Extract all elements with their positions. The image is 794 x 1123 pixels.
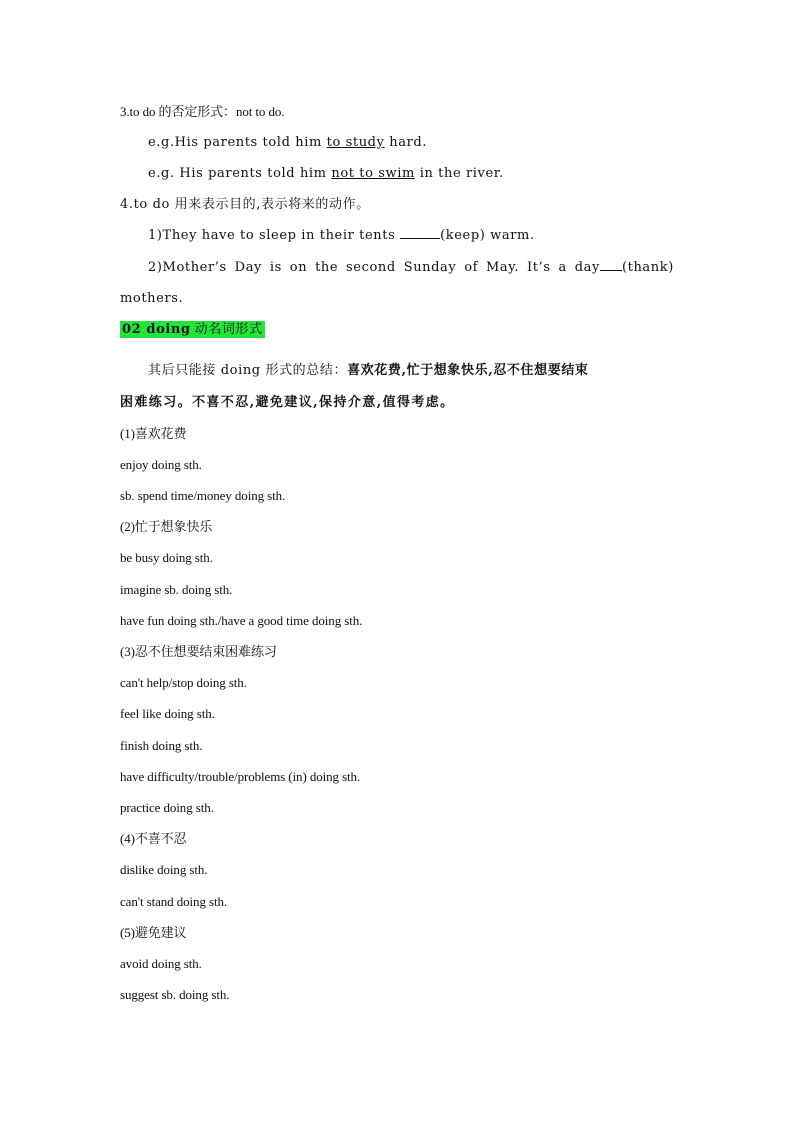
list-item: can't help/stop doing sth.: [120, 675, 247, 690]
category-heading: (2)忙于想象快乐: [120, 519, 213, 534]
list-item: suggest sb. doing sth.: [120, 987, 230, 1002]
section-4-heading: 4.to do 用来表示目的,表示将来的动作。: [120, 197, 370, 212]
example-1-underlined: to study: [326, 135, 385, 150]
exercise-2-blank[interactable]: [600, 258, 622, 271]
section-02-title: 动名词形式: [194, 322, 263, 337]
summary-prefix: 其后只能接 doing 形式的总结：: [148, 363, 348, 378]
list-item: enjoy doing sth.: [120, 457, 202, 472]
list-item: have difficulty/trouble/problems (in) doing sth.: [120, 769, 361, 784]
example-sentence-1: [148, 133, 674, 153]
example-1-suffix: hard.: [384, 135, 428, 150]
exercise-2-word: the: [315, 260, 339, 275]
exercise-1: [148, 226, 674, 246]
exercise-2-word: a: [558, 260, 567, 275]
exercise-2-word: is: [269, 260, 282, 275]
exercise-2-word: Sunday: [403, 260, 457, 275]
exercise-2-word: on: [289, 260, 308, 275]
example-sentence-2: [148, 164, 674, 184]
example-2-prefix: e.g. His parents told him: [148, 166, 332, 181]
category-heading: (3)忍不住想要结束困难练习: [120, 644, 277, 659]
list-item: feel like doing sth.: [120, 706, 215, 721]
summary-mnemonic-2: 困难练习。不喜不忍,避免建议,保持介意,值得考虑。: [120, 395, 455, 410]
summary-line-1: [148, 361, 674, 381]
exercise-1-suffix: (keep) warm.: [440, 228, 535, 243]
exercise-2-word: day: [574, 260, 600, 275]
summary-mnemonic-1: 喜欢花费,忙于想象快乐,忍不住想要结束: [347, 363, 589, 378]
list-item: can't stand doing sth.: [120, 894, 228, 909]
section-02-heading: [120, 320, 674, 340]
list-item: sb. spend time/money doing sth.: [120, 488, 286, 503]
exercise-2-suffix: (thank): [621, 260, 674, 275]
list-item: avoid doing sth.: [120, 956, 202, 971]
list-item: be busy doing sth.: [120, 550, 213, 565]
category-heading: (1)喜欢花费: [120, 426, 187, 441]
list-item: practice doing sth.: [120, 800, 214, 815]
exercise-2-tail: [575, 258, 674, 278]
exercise-2-word: second: [346, 260, 396, 275]
list-item: have fun doing sth./have a good time doing sth.: [120, 613, 363, 628]
exercise-2-word: It’s: [527, 260, 551, 275]
category-heading: (4)不喜不忍: [120, 831, 187, 846]
list-item: dislike doing sth.: [120, 862, 208, 877]
exercise-1-blank[interactable]: [400, 226, 440, 239]
example-2-suffix: in the river.: [414, 166, 504, 181]
exercise-2: [148, 258, 674, 278]
section-3-heading: 3.to do 的否定形式：not to do.: [120, 104, 285, 119]
list-item: finish doing sth.: [120, 738, 203, 753]
exercise-2-word: Day: [234, 260, 262, 275]
exercise-2-word: May.: [485, 260, 520, 275]
exercise-2-word: of: [464, 260, 479, 275]
example-2-underlined: not to swim: [331, 166, 415, 181]
exercise-1-prefix: 1)They have to sleep in their tents: [148, 228, 401, 243]
category-heading: (5)避免建议: [120, 925, 187, 940]
exercise-2-continuation: mothers.: [120, 291, 184, 306]
example-1-prefix: e.g.His parents told him: [148, 135, 327, 150]
section-02-number: 02 doing: [122, 322, 191, 337]
exercise-2-word: 2)Mother’s: [148, 260, 227, 275]
list-item: imagine sb. doing sth.: [120, 582, 233, 597]
